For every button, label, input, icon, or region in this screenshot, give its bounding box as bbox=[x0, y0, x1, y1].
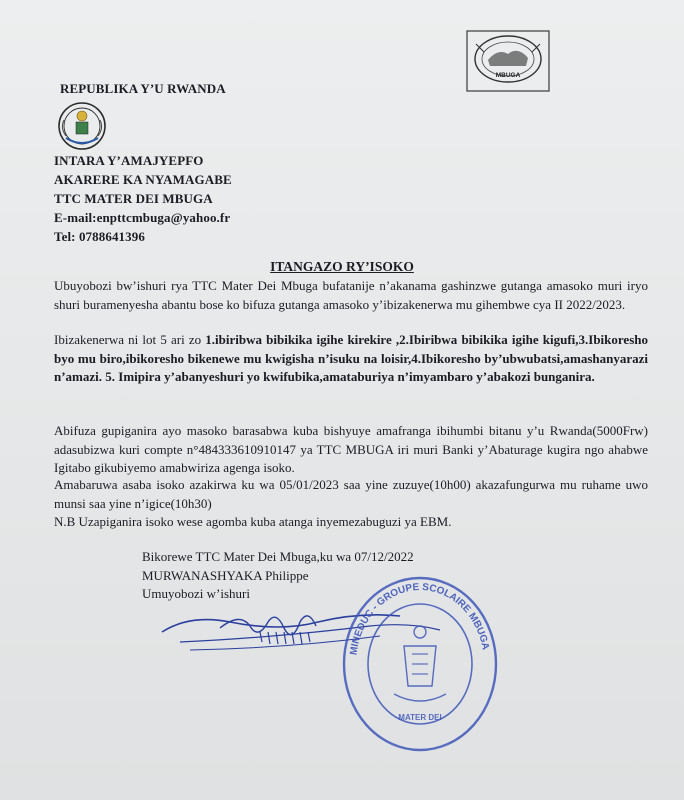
paragraph-lots-items: 1.ibiribwa bibikika igihe kirekire ,2.Ibiribwa bibikika igihe kigufi,3.Ibikoresho byo mu biro,ibikoresho bikenewe mu kwigisha n’isuku na loisir,4.Ibikoresho by’ubwubatsi,amashanyarazi n’amazi. 5. Imipira y’abanyeshuri yo kwifubika,amataburiya n’imyambaro y’abakozi bunganira. bbox=[54, 332, 648, 385]
stamp-ring-text: MINEDUC - GROUPE SCOLAIRE MBUGA bbox=[348, 581, 491, 656]
province-line: INTARA Y’AMAJYEPFO bbox=[54, 153, 204, 168]
paragraph-intro: Ubuyobozi bw’ishuri rya TTC Mater Dei Mbuga bufatanije n’akanama gashinzwe gutanga amasoko muri iryo shuri buramenyesha abantu bose ko bifuza gutanga amasoko y’ibizakenerwa mu gihembwe cya II 2022/2023. bbox=[54, 278, 648, 312]
paragraph-payment: Abifuza gupiganira ayo masoko barasabwa kuba bishyuye amafranga ibihumbi bitanu y’u Rwanda(5000Frw) adasubizwa kuri compte n°484333610910147 ya TTC MBUGA iri muri Banki y’Abaturage kugira ngo ahabwe Igitabo gikubiyemo amabwiriza agenga isoko. bbox=[54, 423, 648, 476]
official-stamp bbox=[340, 574, 500, 754]
school-logo bbox=[466, 30, 550, 92]
document-title: ITANGAZO RY’ISOKO bbox=[270, 259, 414, 274]
stamp-center-text: MATER DEI bbox=[398, 713, 442, 722]
republic-heading: REPUBLIKA Y’U RWANDA bbox=[60, 81, 226, 96]
paragraph-lots-lead: Ibizakenerwa ni lot 5 ari zo bbox=[54, 332, 206, 347]
tel-line: Tel: 0788641396 bbox=[54, 229, 145, 244]
paragraph-deadline: Amabaruwa asaba isoko azakirwa ku wa 05/01/2023 saa yine zuzuye(10h00) akazafungurwa mu ruhame uwo munsi saa yine n’igice(10h30) bbox=[54, 477, 648, 511]
rwanda-coat-of-arms-icon bbox=[52, 100, 112, 152]
school-line: TTC MATER DEI MBUGA bbox=[54, 191, 213, 206]
paragraph-note: N.B Uzapiganira isoko wese agomba kuba atanga inyemezabuguzi ya EBM. bbox=[54, 514, 452, 529]
email-line: E-mail:enpttcmbuga@yahoo.fr bbox=[54, 210, 231, 225]
signature-place-date: Bikorewe TTC Mater Dei Mbuga,ku wa 07/12/2022 bbox=[142, 549, 414, 564]
signature-role: Umuyobozi w’ishuri bbox=[142, 586, 250, 601]
district-line: AKARERE KA NYAMAGABE bbox=[54, 172, 232, 187]
school-logo-text: MBUGA bbox=[495, 72, 521, 79]
signature-name: MURWANASHYAKA Philippe bbox=[142, 567, 309, 583]
paragraph-lots bbox=[54, 331, 648, 387]
